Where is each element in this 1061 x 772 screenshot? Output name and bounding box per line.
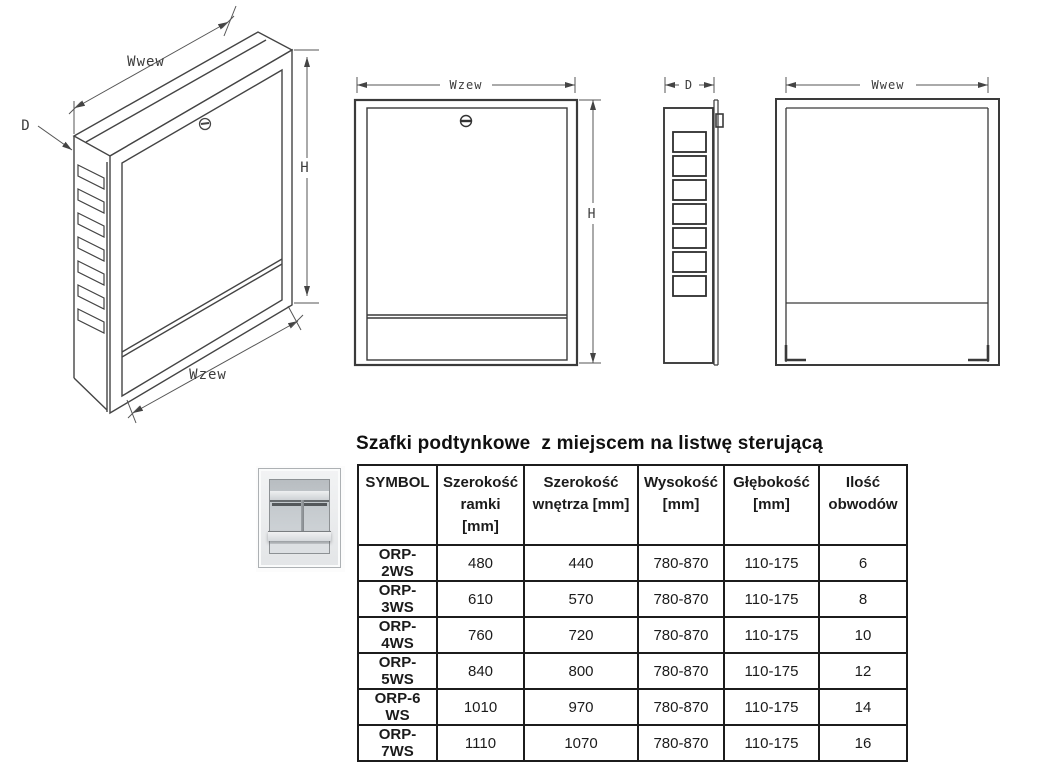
photo-top-shelf [270, 491, 329, 502]
cell-depth: 110-175 [724, 689, 819, 725]
front-outline [355, 100, 577, 365]
drawing-3d-perspective [0, 0, 340, 430]
cell-interior-width: 440 [524, 545, 638, 581]
cell-depth: 110-175 [724, 581, 819, 617]
cell-interior-width: 1070 [524, 725, 638, 761]
cell-height: 780-870 [638, 545, 724, 581]
table-row [358, 689, 907, 725]
cell-interior-width: 570 [524, 581, 638, 617]
dim-label-wwew-3d: Wwew [127, 54, 165, 70]
cell-circuits: 8 [819, 581, 907, 617]
cell-symbol: ORP-3WS [358, 581, 437, 617]
photo-sill [270, 544, 329, 553]
cell-symbol: ORP-5WS [358, 653, 437, 689]
cell-symbol: ORP-2WS [358, 545, 437, 581]
table-header-row [358, 465, 907, 545]
cell-circuits: 16 [819, 725, 907, 761]
cabinet-3d-outline [74, 32, 292, 413]
table-row [358, 617, 907, 653]
cell-interior-width: 800 [524, 653, 638, 689]
col-header-circuits: Ilość obwodów [819, 465, 907, 545]
table-row [358, 545, 907, 581]
vent-slots-side [673, 132, 706, 296]
cell-depth: 110-175 [724, 545, 819, 581]
cell-frame-width: 1010 [437, 689, 524, 725]
photo-cabinet-frame [258, 468, 341, 568]
col-header-interior-width: Szerokość wnętrza [mm] [524, 465, 638, 545]
cell-frame-width: 760 [437, 617, 524, 653]
dim-h-3d [294, 50, 319, 303]
table-row [358, 653, 907, 689]
cell-circuits: 14 [819, 689, 907, 725]
table-title: Szafki podtynkowe z miejscem na listwę sterującą [356, 433, 824, 454]
cell-interior-width: 970 [524, 689, 638, 725]
drawing-back-view [770, 62, 1010, 374]
col-header-frame-width: Szerokość ramki [mm] [437, 465, 524, 545]
dim-d-leader [38, 126, 72, 150]
cell-frame-width: 1110 [437, 725, 524, 761]
dim-label-wzew-front: Wzew [449, 78, 483, 92]
photo-bottom-rail [268, 531, 331, 541]
dim-label-h-front: H [587, 207, 597, 222]
cell-height: 780-870 [638, 725, 724, 761]
photo-cabinet-opening [269, 479, 330, 554]
cell-depth: 110-175 [724, 725, 819, 761]
dim-h-front [579, 100, 601, 363]
cell-height: 780-870 [638, 689, 724, 725]
cell-symbol: ORP-4WS [358, 617, 437, 653]
spec-table [357, 464, 908, 762]
table-row [358, 725, 907, 761]
cell-height: 780-870 [638, 617, 724, 653]
cell-circuits: 6 [819, 545, 907, 581]
cell-depth: 110-175 [724, 617, 819, 653]
cell-symbol: ORP-6 WS [358, 689, 437, 725]
lock-screw-icon [460, 116, 472, 127]
photo-vertical-divider [301, 500, 304, 534]
drawing-side-view [640, 62, 740, 374]
back-outline [776, 99, 999, 365]
cell-depth: 110-175 [724, 653, 819, 689]
cell-frame-width: 840 [437, 653, 524, 689]
col-header-height: Wysokość [mm] [638, 465, 724, 545]
dim-label-wwew-back: Wwew [871, 78, 905, 92]
cell-frame-width: 610 [437, 581, 524, 617]
col-header-symbol: SYMBOL [358, 465, 437, 545]
cell-interior-width: 720 [524, 617, 638, 653]
col-header-depth: Głębokość [mm] [724, 465, 819, 545]
table-row [358, 581, 907, 617]
drawing-front-view [340, 62, 620, 374]
cell-height: 780-870 [638, 581, 724, 617]
photo-shelf-shadow [272, 503, 326, 506]
dim-label-d-3d: D [21, 118, 31, 134]
cell-symbol: ORP-7WS [358, 725, 437, 761]
cell-circuits: 10 [819, 617, 907, 653]
cell-circuits: 12 [819, 653, 907, 689]
dim-label-h-3d: H [300, 160, 310, 176]
cabinet-photo [256, 466, 345, 572]
dim-label-d-side: D [684, 78, 694, 92]
cell-frame-width: 480 [437, 545, 524, 581]
cell-height: 780-870 [638, 653, 724, 689]
dim-label-wzew-3d: Wzew [189, 367, 227, 383]
vent-slots-3d [78, 165, 104, 333]
